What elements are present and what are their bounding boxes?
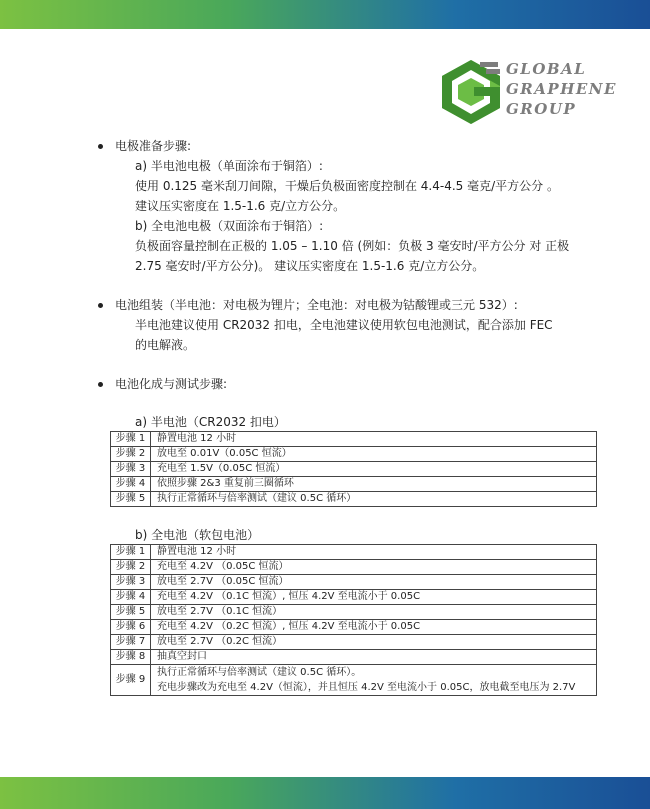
step-description-cell: 依照步骤 2&3 重复前三圈循环	[151, 477, 597, 492]
step-description-cell: 充电至 4.2V （0.05C 恒流）	[151, 560, 597, 575]
table-row	[111, 635, 597, 650]
step-label-cell: 步骤 1	[111, 545, 151, 560]
logo-hexagon-icon	[440, 56, 506, 128]
step-description-cell: 充电至 1.5V（0.05C 恒流）	[151, 462, 597, 477]
step-label-cell: 步骤 3	[111, 462, 151, 477]
step-description-cell: 充电至 4.2V （0.1C 恒流）, 恒压 4.2V 至电流小于 0.05C	[151, 590, 597, 605]
half-cell-electrode-text-1: 使用 0.125 毫米刮刀间隙，干燥后负极面密度控制在 4.4-4.5 毫克/平方公分 。	[135, 179, 559, 193]
table-row	[111, 545, 597, 560]
step-label-cell: 步骤 9	[111, 665, 151, 696]
step-description-cell: 放电至 2.7V （0.1C 恒流）	[151, 605, 597, 620]
step-description-cell	[151, 665, 597, 696]
table-row	[111, 575, 597, 590]
step-label-cell: 步骤 7	[111, 635, 151, 650]
step-label-cell: 步骤 2	[111, 560, 151, 575]
half-cell-electrode-label: a) 半电池电极（单面涂布于铜箔）:	[135, 159, 323, 173]
step-label-cell: 步骤 3	[111, 575, 151, 590]
table-row	[111, 590, 597, 605]
full-cell-electrode-label: b) 全电池电极（双面涂布于铜箔）:	[135, 219, 324, 233]
step-description-cell: 放电至 2.7V （0.2C 恒流）	[151, 635, 597, 650]
step-description-cell: 静置电池 12 小时	[151, 432, 597, 447]
full-cell-table-title: b) 全电池（软包电池）	[135, 528, 260, 542]
step-label-cell: 步骤 4	[111, 590, 151, 605]
logo-text-global: GLOBAL	[506, 60, 587, 78]
table-row	[111, 462, 597, 477]
cell-assembly-text-2: 半电池建议使用 CR2032 扣电，全电池建议使用软包电池测试，配合添加 FEC	[135, 318, 553, 332]
table-row	[111, 620, 597, 635]
bullet-dot	[98, 144, 103, 149]
electrode-prep-heading: 电极准备步骤:	[115, 139, 192, 153]
step-description-line: 充电步骤改为充电至 4.2V（恒流），并且恒压 4.2V 至电流小于 0.05C，放电截至电压为 2.7V	[157, 682, 576, 693]
full-cell-steps-table	[110, 544, 597, 696]
step-label-cell: 步骤 8	[111, 650, 151, 665]
full-cell-electrode-text-1: 负极面容量控制在正极的 1.05 – 1.10 倍 (例如：负极 3 毫安时/平方公分 对 正极	[135, 239, 570, 253]
table-row	[111, 665, 597, 696]
step-label-cell: 步骤 5	[111, 605, 151, 620]
table-row	[111, 492, 597, 507]
cell-assembly-text-1: 电池组装（半电池：对电极为锂片；全电池：对电极为钴酸锂或三元 532）:	[115, 298, 518, 312]
step-label-cell: 步骤 6	[111, 620, 151, 635]
table-row	[111, 432, 597, 447]
table-row	[111, 650, 597, 665]
half-cell-steps-table	[110, 431, 597, 507]
step-label-cell: 步骤 4	[111, 477, 151, 492]
logo-text-graphene: GRAPHENE	[506, 80, 617, 98]
step-description-cell: 放电至 0.01V（0.05C 恒流）	[151, 447, 597, 462]
global-graphene-group-logo	[440, 56, 645, 128]
cell-assembly-section	[115, 295, 553, 355]
formation-test-heading: 电池化成与测试步骤:	[115, 377, 228, 391]
table-row	[111, 477, 597, 492]
footer-gradient-band	[0, 777, 650, 809]
half-cell-electrode-text-2: 建议压实密度在 1.5-1.6 克/立方公分。	[135, 199, 346, 213]
full-cell-electrode-text-2: 2.75 毫安时/平方公分)。 建议压实密度在 1.5-1.6 克/立方公分。	[135, 259, 485, 273]
step-description-cell: 放电至 2.7V （0.05C 恒流）	[151, 575, 597, 590]
bullet-dot	[98, 303, 103, 308]
step-description-cell: 静置电池 12 小时	[151, 545, 597, 560]
table-row	[111, 560, 597, 575]
formation-test-section	[115, 374, 227, 394]
step-label-cell: 步骤 2	[111, 447, 151, 462]
cell-assembly-text-3: 的电解液。	[135, 338, 196, 352]
step-description-cell: 执行正常循环与倍率测试（建议 0.5C 循环）	[151, 492, 597, 507]
step-description-line: 执行正常循环与倍率测试（建议 0.5C 循环）。	[157, 667, 362, 678]
table-row	[111, 447, 597, 462]
step-description-cell: 抽真空封口	[151, 650, 597, 665]
step-label-cell: 步骤 1	[111, 432, 151, 447]
bullet-dot	[98, 382, 103, 387]
electrode-prep-section	[115, 136, 569, 276]
half-cell-table-title: a) 半电池（CR2032 扣电）	[135, 415, 286, 429]
table-row	[111, 605, 597, 620]
logo-text-group: GROUP	[506, 100, 577, 118]
step-label-cell: 步骤 5	[111, 492, 151, 507]
header-gradient-band	[0, 0, 650, 29]
step-description-cell: 充电至 4.2V （0.2C 恒流）, 恒压 4.2V 至电流小于 0.05C	[151, 620, 597, 635]
